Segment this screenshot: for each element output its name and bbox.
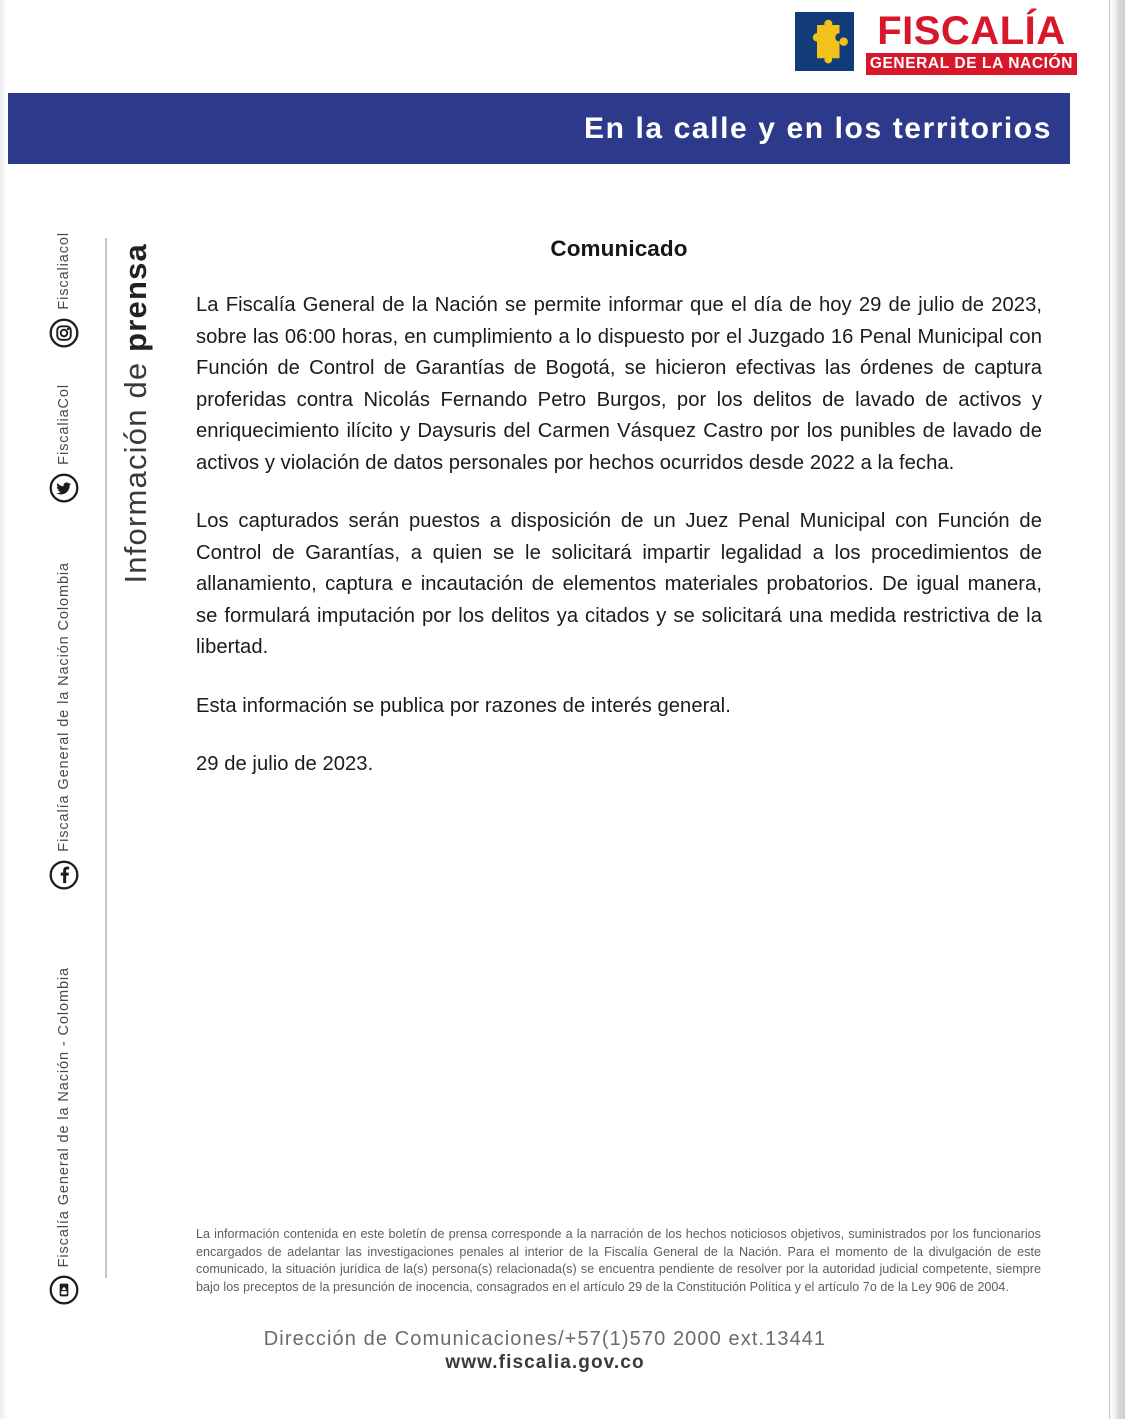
youtube-icon[interactable] (49, 1275, 79, 1305)
twitter-icon[interactable] (49, 473, 79, 503)
social-item-facebook[interactable] (34, 562, 94, 890)
footer-contact: Dirección de Comunicaciones/+57(1)570 2000 ext.13441 (263, 1328, 827, 1350)
paragraph-date: 29 de julio de 2023. (196, 753, 374, 775)
page-title: Comunicado (550, 236, 688, 261)
social-item-twitter[interactable] (34, 384, 94, 503)
fiscalia-logo (795, 9, 1077, 75)
social-rail (34, 232, 94, 1287)
instagram-icon[interactable] (49, 318, 79, 348)
logo-subtitle: GENERAL DE LA NACIÓN (866, 53, 1077, 75)
legal-disclaimer: La información contenida en este boletín de prensa corresponde a la narración de los hechos noticiosos objetivos, suministrados por los funcionarios encargados de adelantar las investigaciones penales al interior de la Fiscalía General de la Nación. Para el momento de la divulgación de este comunicado, la situación jurídica de la(s) persona(s) relacionada(s) se encuentra pendiente de resolver por la autoridad judicial competente, siempre bajo los preceptos de la presunción de inocencia, consagrados en el artículo 29 de la Constitución Política y el artículo 7o de la Ley 906 de 2004. (196, 1227, 1041, 1294)
page-edge-shadow (1109, 0, 1125, 1419)
social-label-facebook: Fiscalía General de la Nación Colombia (56, 562, 72, 852)
header-banner (8, 93, 1070, 164)
section-heading-normal: Información de (118, 351, 153, 584)
social-item-instagram[interactable] (34, 232, 94, 348)
section-heading-informacion-de-prensa (118, 243, 154, 584)
banner-title: En la calle y en los territorios (583, 111, 1052, 145)
paragraph-3: Esta información se publica por razones de interés general. (196, 694, 731, 717)
facebook-icon[interactable] (49, 860, 79, 890)
social-item-youtube[interactable] (34, 967, 94, 1305)
paragraph-1: La Fiscalía General de la Nación se permite informar que el día de hoy 29 de julio de 2023, sobre las 06:00 horas, en cumplimiento a lo dispuesto por el Juzgado 16 Penal Municipal con Función de Control de Garantías de Bogotá, se hicieron efectivas las órdenes de captura proferidas contra Nicolás Fernando Petro Burgos, por los delitos de lavado de activos y enriquecimiento ilícito y Daysuris del Carmen Vásquez Castro por los punibles de lavado de activos y violación de datos personales por hechos ocurridos desde 2022 a la fecha. (196, 294, 1042, 474)
puzzle-piece-logo-icon (795, 12, 854, 71)
paragraph-2: Los capturados serán puestos a disposición de un Juez Penal Municipal con Función de Control de Garantías, a quien se le solicitará impartir legalidad a los procedimientos de allanamiento, captura e incautación de elementos materiales probatorios. De igual manera, se formulará imputación por los delitos ya citados y se solicitará una medida restrictiva de la libertad. (196, 510, 1042, 658)
social-label-youtube: Fiscalía General de la Nación - Colombia (56, 967, 72, 1268)
page-left-edge (0, 0, 7, 1419)
footer-website[interactable]: www.fiscalia.gov.co (445, 1352, 645, 1373)
document-body (196, 236, 1042, 781)
logo-wordmark: FISCALÍA (877, 9, 1066, 53)
page-edge-line (1109, 0, 1110, 1419)
page-footer (0, 1328, 1090, 1374)
section-heading-bold: prensa (118, 243, 153, 352)
sidebar-divider (105, 238, 107, 1278)
social-label-instagram: Fiscaliacol (56, 232, 72, 310)
social-label-twitter: FiscaliaCol (56, 384, 72, 465)
